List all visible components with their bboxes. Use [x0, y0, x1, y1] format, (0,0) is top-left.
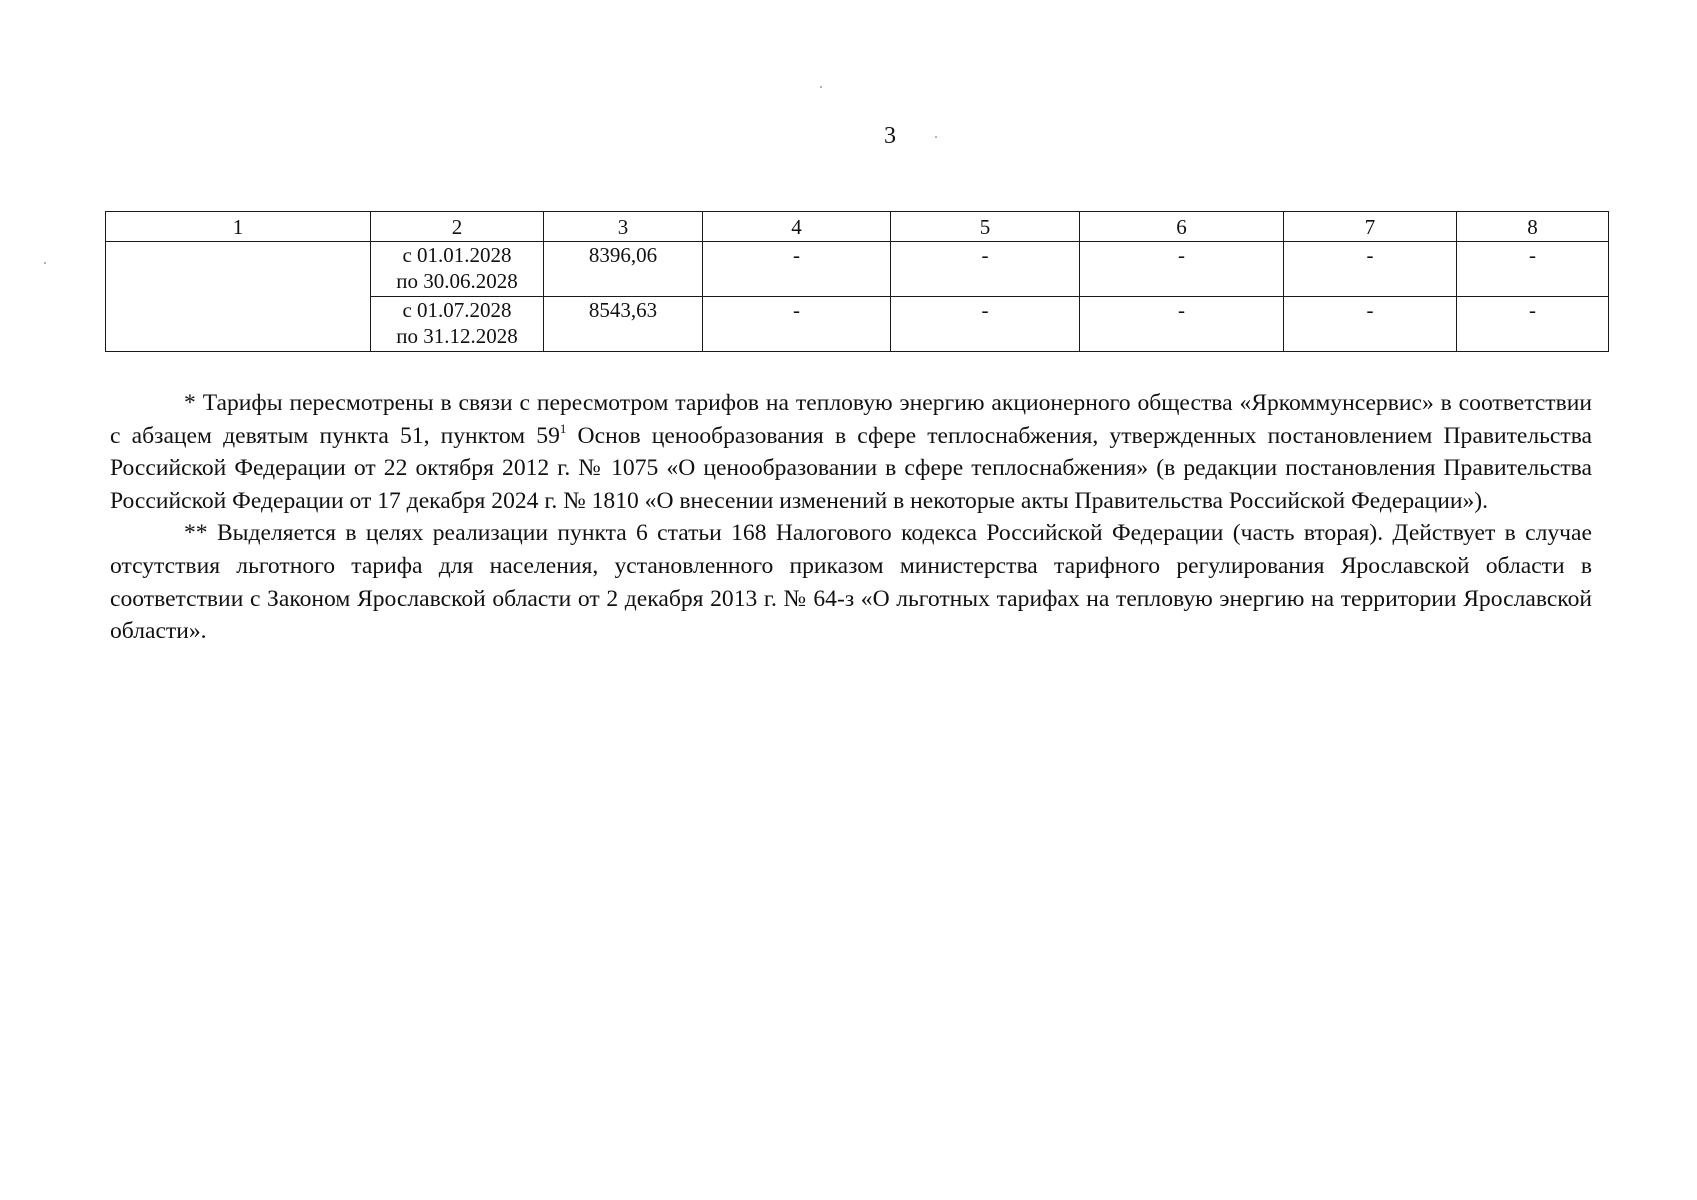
footnote-superscript: 1 [559, 420, 567, 436]
period-cell [371, 297, 544, 352]
column-header: 4 [703, 212, 891, 242]
empty-value-cell: - [1457, 297, 1609, 352]
page-number: 3 [884, 123, 896, 149]
column-header: 2 [371, 212, 544, 242]
empty-value-cell: - [703, 242, 891, 297]
footnote-tariff-revision [110, 387, 1592, 517]
tariff-table [105, 211, 1609, 352]
column-header: 3 [544, 212, 703, 242]
tariff-value-cell: 8543,63 [544, 297, 703, 352]
column-header: 5 [891, 212, 1080, 242]
column-header: 8 [1457, 212, 1609, 242]
table-header-row [106, 212, 1609, 242]
period-from: с 01.07.2028 [402, 298, 512, 322]
column-header: 7 [1284, 212, 1457, 242]
footnote-vat: ** Выделяется в целях реализации пункта 6 статьи 168 Налогового кодекса Российской Федерации (часть вторая). Действует в случае отсутствия льготного тарифа для населения, установленного приказом министерства тарифного регулирования Ярославской области в соответствии с Законом Ярославской области от 2 декабря 2013 г. № 64-з «О льготных тарифах на тепловую энергию на территории Ярославской области». [110, 520, 1592, 645]
organization-cell [106, 242, 371, 352]
period-to: по 31.12.2028 [396, 324, 518, 348]
empty-value-cell: - [1080, 242, 1284, 297]
empty-value-cell: - [1284, 242, 1457, 297]
period-to: по 30.06.2028 [396, 269, 518, 293]
empty-value-cell: - [703, 297, 891, 352]
period-from: с 01.01.2028 [402, 243, 512, 267]
empty-value-cell: - [1284, 297, 1457, 352]
scan-speck [44, 262, 46, 264]
empty-value-cell: - [1080, 297, 1284, 352]
footnote-text: * Тарифы пересмотрены в связи с пересмотром тарифов на тепловую энергию акционерного общества «Яркоммунсервис» в соответствии с абзацем девятым пункта 51, пунктом 59 [110, 390, 1592, 449]
table-row [106, 242, 1609, 297]
empty-value-cell: - [891, 297, 1080, 352]
tariff-value-cell: 8396,06 [544, 242, 703, 297]
empty-value-cell: - [1457, 242, 1609, 297]
column-header: 6 [1080, 212, 1284, 242]
footnote-text: Основ ценообразования в сфере теплоснабжения, утвержденных постановлением Правительства Российской Федерации от 22 октября 2012 г. № 1075 «О ценообразовании в сфере теплоснабжения» (в редакции постановления Правительства Российской Федерации от 17 декабря 2024 г. № 1810 «О внесении изменений в некоторые акты Правительства Российской Федерации»). [110, 422, 1592, 514]
scan-speck [935, 136, 937, 138]
empty-value-cell: - [891, 242, 1080, 297]
scan-speck [820, 86, 822, 88]
footnotes [110, 387, 1592, 648]
column-header: 1 [106, 212, 371, 242]
period-cell [371, 242, 544, 297]
